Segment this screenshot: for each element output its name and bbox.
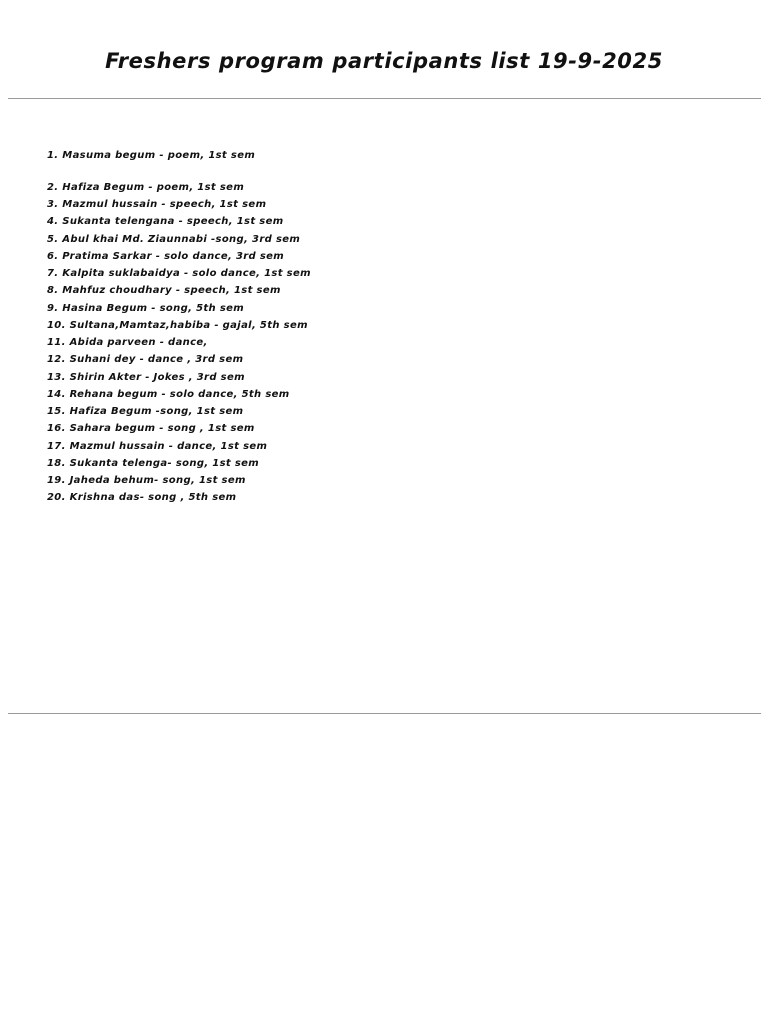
list-item: 13. Shirin Akter - Jokes , 3rd sem: [47, 371, 245, 383]
list-item: 12. Suhani dey - dance , 3rd sem: [47, 354, 244, 366]
list-item: 10. Sultana,Mamtaz,habiba - gajal, 5th sem: [47, 319, 308, 331]
list-item: 17. Mazmul hussain - dance, 1st sem: [47, 440, 268, 452]
list-item: 20. Krishna das- song , 5th sem: [47, 492, 237, 504]
list-item: 2. Hafiza Begum - poem, 1st sem: [47, 181, 245, 193]
list-item: 4. Sukanta telengana - speech, 1st sem: [47, 216, 284, 228]
list-item: 7. Kalpita suklabaidya - solo dance, 1st sem: [47, 268, 311, 279]
list-item: 18. Sukanta telenga- song, 1st sem: [47, 457, 260, 469]
list-item: 11. Abida parveen - dance,: [47, 337, 208, 348]
page-title: Freshers program participants list 19-9-2025: [105, 49, 663, 73]
list-item: 8. Mahfuz choudhary - speech, 1st sem: [47, 285, 281, 297]
list-item: 9. Hasina Begum - song, 5th sem: [47, 302, 245, 314]
list-item: 5. Abul khai Md. Ziaunnabi -song, 3rd sem: [47, 233, 301, 245]
list-item: 15. Hafiza Begum -song, 1st sem: [47, 406, 244, 417]
list-item: 16. Sahara begum - song , 1st sem: [47, 423, 255, 435]
bottom-divider: [8, 713, 761, 714]
list-item: 6. Pratima Sarkar - solo dance, 3rd sem: [47, 250, 285, 262]
list-item: 3. Mazmul hussain - speech, 1st sem: [47, 199, 267, 210]
list-item: 19. Jaheda behum- song, 1st sem: [47, 475, 246, 486]
top-divider: [8, 98, 761, 99]
participants-list: [47, 147, 311, 507]
list-item: 1. Masuma begum - poem, 1st sem: [47, 150, 256, 161]
list-item: 14. Rehana begum - solo dance, 5th sem: [47, 388, 290, 400]
